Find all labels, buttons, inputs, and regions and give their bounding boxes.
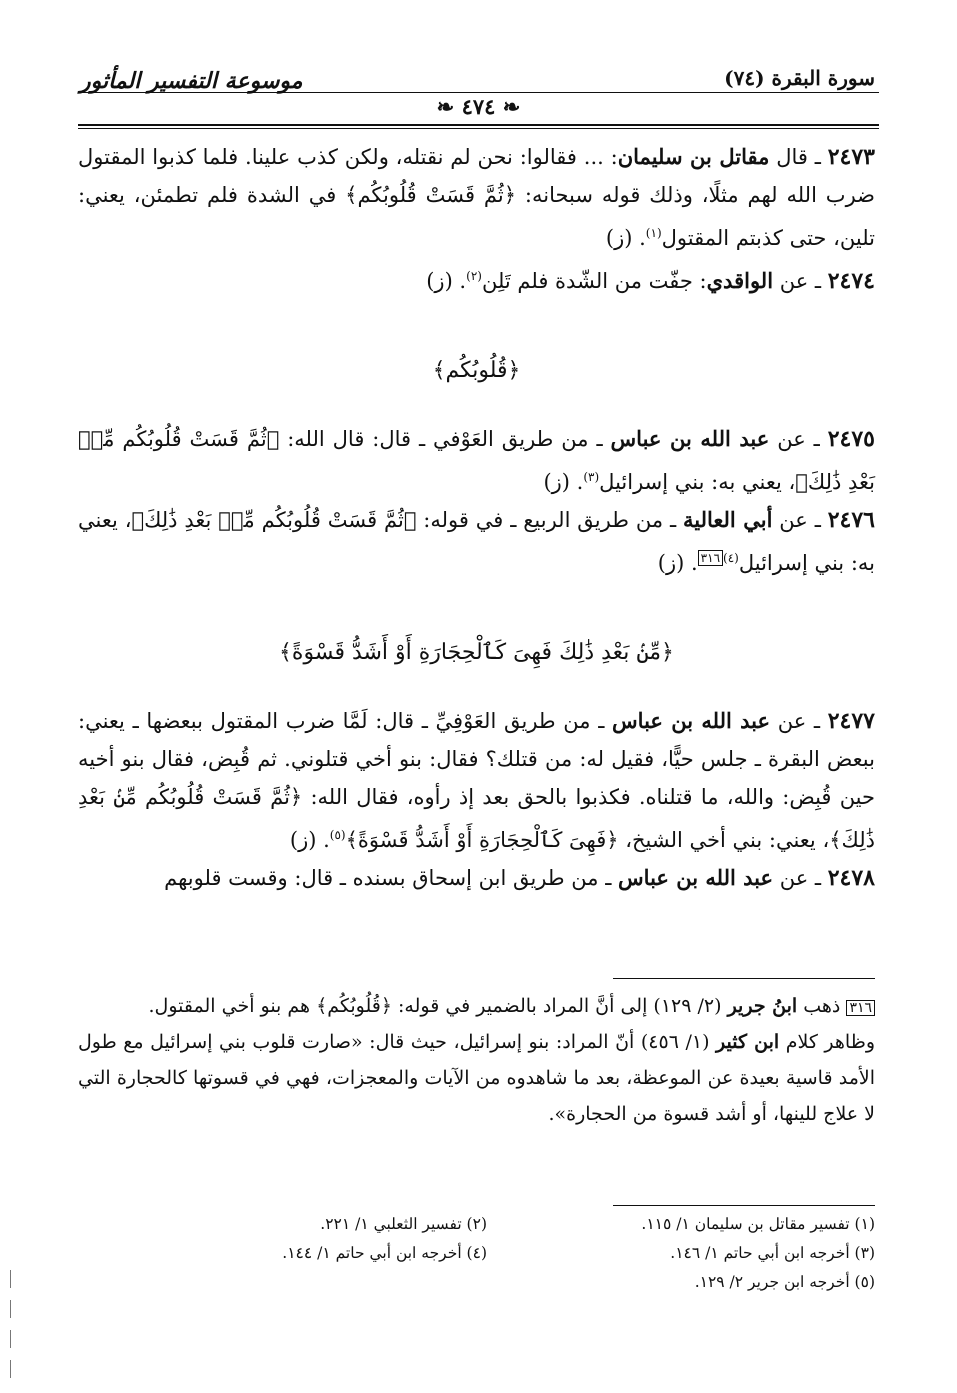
entry-text: : جفّت من الشّدة فلم تَلِن [481,269,707,293]
footnotes-left [187,1210,487,1268]
header-rule [78,124,879,126]
entry-tail: . (ز) [605,226,646,250]
commentary-para-2 [78,1024,875,1132]
commentary-mark: ٣١٦ [846,1000,875,1016]
entry-author: مقاتل بن سليمان [617,144,770,169]
footnote-ref: (٥) [329,828,346,842]
entry-author: عبد الله بن عباس [618,865,774,890]
entry-dash: ـ عن [770,709,828,733]
commentary-author: ابن كثير [716,1031,780,1053]
entry-number: ٢٤٧٧ [827,708,875,734]
section-heading-2: ﴿مِّنۢ بَعْدِ ذَٰلِكَ فَهِىَ كَٱلْحِجَارَةِ أَوْ أَشَدُّ قَسْوَةً﴾ [279,640,674,665]
commentary-author: ابنُ جرير [727,995,798,1017]
entry-text: : ... فقالوا: نحن لم نقتله، ولكن كذب علينا. فلما كذبوا المقتول ضرب الله لهم مثلًا، وذلك قوله سبحانه: ﴿ثُمَّ قَسَتْ قُلُوبُكُم﴾ في الشدة فلم تطمئن، يعني: تلين، حتى كذبتم المقتول [78,145,875,250]
entry-number: ٢٤٧٥ [827,426,875,452]
commentary-text: (١/ ٤٥٦) أنّ المراد: بنو إسرائيل، حيث قال: «صارت قلوب بني إسرائيل مع طول الأمد قاسية بعيدة عن الموعظة، بعد ما شاهدوه من الآيات والمعجزات، فهي في قسوتها كالحجارة التي لا علاج للينها، أو أشد قسوة من الحجارة». [78,1031,875,1125]
commentary-text: ذهب [797,995,847,1017]
entries-block-3 [78,702,875,897]
commentary-text: وظاهر كلام [779,1031,876,1053]
page-number: ❧ ٤٧٤ ❧ [436,94,521,119]
entry-tail: . (ز) [426,269,467,293]
footnote-5: (٥) أخرجه ابن جرير ٢/ ١٢٩. [694,1273,875,1291]
commentary-ref-mark: ٣١٦ [698,550,723,566]
commentary-para-1 [78,988,875,1024]
entry-text: ـ من طريق العَوْفِيِّ ـ قال: لَمَّا ضرب المقتول ببعضها ـ يعني: ببعض البقرة ـ جلس حيًّا، فقيل له: من قتلك؟ فقال: بنو أخي قتلوني. ثم قُبِض، فقال بنو أخيه حين قُبِض: والله، ما قتلناه. فكذبوا بالحق بعد إذ رأوه، فقال الله: ﴿ثُمَّ قَسَتْ قُلُوبُكُم مِّنۢ بَعْدِ ذَٰلِكَ﴾، يعني: بني أخي الشيخ، ﴿فَهِىَ كَٱلْحِجَارَةِ أَوْ أَشَدُّ قَسْوَةً﴾ [78,709,875,852]
footnote-4: (٤) أخرجه ابن أبي حاتم ١/ ١٤٤. [282,1244,487,1262]
footnote-ref: (٤) [723,551,739,565]
entry-2477 [78,702,875,859]
footnote-3: (٣) أخرجه ابن أبي حاتم ١/ ١٤٦. [670,1244,875,1262]
entry-author: عبد الله بن عباس [612,708,771,733]
entry-dash: ـ قال [769,145,828,169]
entry-text: ـ من طريق ابن إسحاق بسنده ـ قال: وقست قلوبهم [164,866,619,890]
surah-title: سورة البقرة (٧٤) [724,66,875,90]
entry-tail: . (ز) [657,551,698,575]
footnote-ref: (٢) [466,269,482,283]
entries-block-1 [78,138,875,300]
footnote-2: (٢) تفسير الثعلبي ١/ ٢٢١. [320,1215,487,1233]
entry-author: عبد الله بن عباس [610,426,770,451]
book-title: موسوعة التفسير المأثور [80,68,303,94]
entry-text: ـ من طريق الربيع ـ في قوله: ﴿ثُمَّ قَسَتْ قُلُوبُكُم مِّنۢ بَعْدِ ذَٰلِكَ﴾، يعني به: بني إسرائيل [78,508,875,575]
entry-dash: ـ عن [769,427,828,451]
entry-dash: ـ عن [772,508,828,532]
commentary-text: (٢/ ١٢٩) إلى أنَّ المراد بالضمير في قوله: ﴿قُلُوبُكُم﴾ هم بنو أخي المقتول. [148,995,728,1017]
footnotes-right [495,1210,875,1297]
entry-2475 [78,420,875,501]
entry-number: ٢٤٧٣ [827,144,875,170]
scan-edge-mark [10,1360,11,1378]
header-rule-thin [78,128,879,129]
entry-number: ٢٤٧٦ [827,507,875,533]
entry-dash: ـ عن [773,269,828,293]
entry-2473 [78,138,875,257]
section-heading-1: ﴿قُلُوبُكُم﴾ [432,358,521,383]
scan-edge-mark [10,1270,11,1288]
scan-edge-mark [10,1330,11,1348]
entry-dash: ـ عن [773,866,828,890]
entry-2474 [78,257,875,300]
entry-2478 [78,859,875,897]
entry-author: أبي العالية [682,507,773,532]
page-number-value: ٤٧٤ [461,94,496,119]
commentary-separator [613,978,875,979]
entry-number: ٢٤٧٤ [827,268,875,294]
scan-edge-mark [10,1300,11,1318]
entry-author: الواقدي [706,268,774,293]
entries-block-2 [78,420,875,582]
footnote-separator [613,1205,875,1206]
footnote-ref: (١) [645,226,662,240]
footnote-1: (١) تفسير مقاتل بن سليمان ١/ ١١٥. [641,1215,875,1233]
footnote-ref: (٣) [583,470,600,484]
entry-number: ٢٤٧٨ [827,865,875,891]
commentary [78,988,875,1132]
entry-tail: . (ز) [289,828,330,852]
entry-tail: . (ز) [543,470,584,494]
entry-2476 [78,501,875,582]
entry-text: ـ من طريق العَوْفي ـ قال: قال الله: ﴿ثُمَّ قَسَتْ قُلُوبُكُم مِّنۢ بَعْدِ ذَٰلِكَ﴾، يعني به: بني إسرائيل [78,427,875,494]
